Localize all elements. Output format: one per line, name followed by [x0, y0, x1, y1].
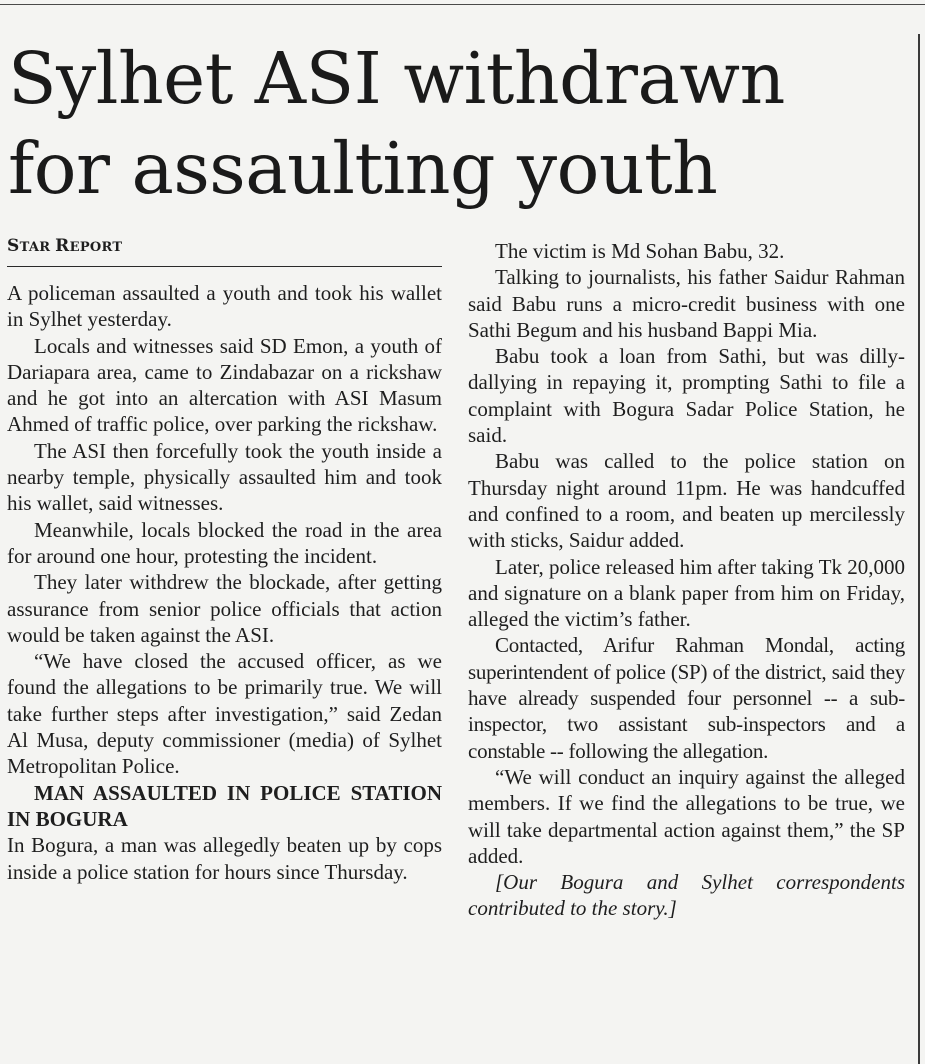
headline-line-2: for assaulting youth: [8, 127, 718, 210]
paragraph: Talking to journalists, his father Saidur Rahman said Babu runs a micro-credit business with one Sathi Begum and his husband Bappi Mia.: [468, 265, 905, 342]
paragraph: “We have closed the accused officer, as we found the allegations to be primarily true. We will take further steps after investigation,” said Zedan Al Musa, deputy commissioner (media) of Sylhet Metropolitan Police.: [7, 649, 442, 779]
right-column: [468, 238, 905, 922]
paragraph: The ASI then forcefully took the youth inside a nearby temple, physically assaulted him and took his wallet, said witnesses.: [7, 438, 442, 516]
story-credit: [Our Bogura and Sylhet correspondents contributed to the story.]: [468, 870, 905, 921]
paragraph: Babu was called to the police station on Thursday night around 11pm. He was handcuffed and confined to a room, and beaten up mercilessly with sticks, Saidur added.: [468, 449, 905, 553]
byline: STAR REPORT: [7, 236, 442, 267]
paragraph: “We will conduct an inquiry against the alleged members. If we find the allegations to be true, we will take departmental action against them,” the SP added.: [468, 764, 905, 868]
paragraph: Meanwhile, locals blocked the road in the area for around one hour, protesting the incident.: [7, 517, 442, 568]
top-rule: [0, 4, 925, 5]
paragraph: Locals and witnesses said SD Emon, a youth of Dariapara area, came to Zindabazar on a rickshaw and he got into an altercation with ASI Masum Ahmed of traffic police, over parking the rickshaw.: [7, 333, 442, 437]
right-column-rule: [918, 34, 920, 1064]
headline-line-1: Sylhet ASI withdrawn: [8, 37, 785, 120]
paragraph: Contacted, Arifur Rahman Mondal, acting superintendent of police (SP) of the district, said they have already suspended four personnel -- a sub-inspector, two assistant sub-inspectors and a constable -- following the allegation.: [468, 633, 905, 763]
subheading: MAN ASSAULTED IN POLICE STATION IN BOGURA: [7, 780, 442, 831]
paragraph: Babu took a loan from Sathi, but was dilly-dallying in repaying it, prompting Sathi to file a complaint with Bogura Sadar Police Station, he said.: [468, 344, 905, 448]
paragraph: A policeman assaulted a youth and took his wallet in Sylhet yesterday.: [7, 281, 442, 332]
left-column: [7, 236, 442, 885]
paragraph: In Bogura, a man was allegedly beaten up by cops inside a police station for hours since Thursday.: [7, 833, 442, 884]
paragraph: Later, police released him after taking Tk 20,000 and signature on a blank paper from him on Friday, alleged the victim’s father.: [468, 554, 905, 632]
paragraph: The victim is Md Sohan Babu, 32.: [495, 239, 785, 263]
headline: [8, 34, 908, 214]
paragraph: They later withdrew the blockade, after getting assurance from senior police officials that action would be taken against the ASI.: [7, 570, 442, 647]
